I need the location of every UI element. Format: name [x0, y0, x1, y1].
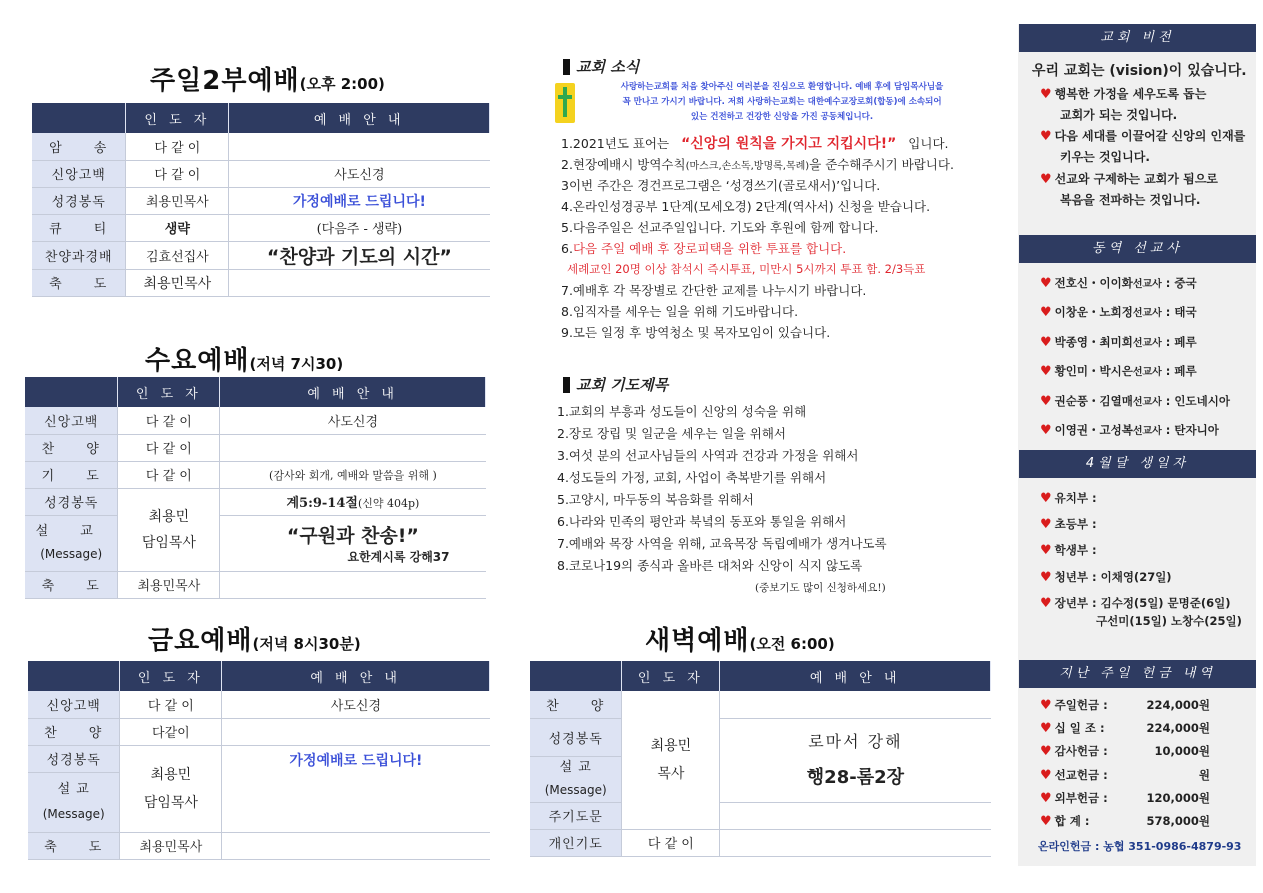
table-header-row: [28, 661, 490, 691]
table-row: [32, 269, 490, 296]
row-info: [220, 515, 486, 571]
leader-name: 최용민: [650, 737, 692, 754]
birthday-item: [1040, 542, 1097, 558]
row-label: 주기도문: [530, 802, 622, 829]
heart-icon: ♥: [1040, 768, 1052, 783]
row-leader: 김효선집사: [126, 241, 229, 269]
heart-icon: ♥: [1040, 698, 1052, 713]
header-blank: [28, 661, 120, 691]
offering-label: 선교헌금 :: [1054, 768, 1108, 782]
header-leader: 인 도 자: [622, 661, 720, 691]
missionary-role: 선교사: [1132, 308, 1162, 319]
row-leader: 다같이: [120, 718, 222, 745]
row-label: 성경봉독: [530, 718, 622, 756]
missionary-role: 선교사: [1132, 279, 1162, 290]
row-label: 축 도: [28, 832, 120, 859]
offering-item: [1040, 720, 1210, 736]
heart-icon: ♥: [1040, 721, 1052, 736]
row-label: 개인기도: [530, 829, 622, 856]
row-label: 신앙고백: [32, 160, 126, 187]
row-leader: 다 같 이: [126, 133, 229, 160]
sunday-table: [32, 103, 490, 297]
merged-leader: [118, 488, 220, 571]
heart-icon: ♥: [1040, 276, 1052, 291]
row-leader: 최용민목사: [126, 187, 229, 214]
news-text: (마스크,손소독,방명록,목례): [685, 161, 810, 172]
missionary-item: [1040, 334, 1197, 350]
friday-table: [28, 661, 490, 860]
row-leader: 다 같 이: [118, 461, 220, 488]
news-item: 7.예배후 각 목장별로 간단한 교제를 나누시기 바랍니다.: [561, 283, 867, 298]
hymn-ref: (신약 404p): [357, 497, 420, 510]
row-label: 신앙고백: [25, 407, 118, 434]
missionary-role: 선교사: [1132, 397, 1162, 408]
row-leader: 다 같 이: [120, 691, 222, 718]
leader-role: 목사: [657, 765, 685, 782]
header-info: 예 배 안 내: [222, 661, 490, 691]
birthday-header: 4월달 생일자: [1019, 450, 1256, 478]
missionary-item: [1040, 275, 1197, 291]
table-row: [530, 718, 991, 756]
row-leader: 다 같 이: [118, 407, 220, 434]
vision-intro: 우리 교회는 (vision)이 있습니다.: [1032, 63, 1247, 79]
missionary-item: [1040, 363, 1197, 379]
heart-icon: ♥: [1040, 335, 1052, 350]
wednesday-title: [145, 340, 343, 377]
table-row: [25, 571, 486, 598]
table-row: [32, 241, 490, 269]
offering-item: [1040, 767, 1210, 783]
row-leader: 최용민목사: [120, 832, 222, 859]
row-label: 암 송: [32, 133, 126, 160]
news-list: [561, 133, 954, 343]
row-label: [25, 515, 118, 571]
row-label: [530, 756, 622, 802]
prayer-item: 4.성도들의 가정, 교회, 사업이 축복받기를 위해서: [557, 470, 827, 485]
news-item: 9.모든 일정 후 방역청소 및 목자모임이 있습니다.: [561, 325, 831, 340]
missionary-country: : 중국: [1161, 276, 1197, 290]
vision-item: [1040, 169, 1218, 211]
news-text: 1.2021년도 표어는: [561, 136, 670, 151]
missionary-country: : 태국: [1161, 305, 1197, 319]
missionary-country: : 인도네시아: [1161, 394, 1230, 408]
row-info: 가정예배로 드립니다!: [229, 187, 490, 214]
heart-icon: ♥: [1040, 423, 1052, 438]
table-header-row: [530, 661, 991, 691]
news-text: 6.: [561, 241, 573, 256]
offering-item: [1040, 743, 1210, 759]
row-label: 기 도: [25, 461, 118, 488]
title-bar: [563, 59, 570, 75]
news-item: 세례교인 20명 이상 참석시 즉시투표, 미만시 5시까지 투표 함. 2/3득표: [567, 262, 926, 276]
birthday-names: 김수정(5일) 문명준(6일): [1100, 596, 1231, 610]
wednesday-time: (저녁 7시30): [249, 355, 344, 373]
row-info: [229, 269, 490, 296]
header-info: 예 배 안 내: [220, 377, 486, 407]
news-item: 4.온라인성경공부 1단계(모세오경) 2단계(역사서) 신청을 받습니다.: [561, 199, 931, 214]
vision-text: 다음 세대를 이끌어갈 신앙의 인재를: [1054, 129, 1246, 143]
offering-item: [1040, 790, 1210, 806]
header-info: 예 배 안 내: [720, 661, 991, 691]
prayer-item: 6.나라와 민족의 평안과 북녘의 동포와 통일을 위해서: [557, 514, 847, 529]
row-info: [220, 488, 486, 515]
missionary-country: : 페루: [1161, 335, 1197, 349]
offering-label: 합 계 :: [1054, 814, 1090, 828]
friday-title: [148, 620, 361, 657]
welcome-line: 있는 건전하고 건강한 신앙을 가진 공동체입니다.: [690, 112, 874, 122]
row-info: [720, 718, 991, 802]
table-row: [28, 832, 490, 859]
row-label: 신앙고백: [28, 691, 120, 718]
row-label: 큐 티: [32, 214, 126, 241]
row-leader: 생략: [126, 214, 229, 241]
missionary-country: : 탄자니아: [1161, 423, 1219, 437]
offering-label: 외부헌금 :: [1054, 791, 1108, 805]
news-text: 2.현장예배시 방역수칙: [561, 157, 686, 172]
missionary-names: 전호신・이이화: [1054, 276, 1133, 290]
row-label: 찬 양: [530, 691, 622, 718]
leader-name: 최용민: [148, 508, 190, 525]
motto: “신앙의 원칙을 가지고 지킵시다!”: [681, 136, 897, 152]
heart-icon: ♥: [1040, 87, 1052, 102]
dawn-title: [645, 620, 835, 657]
cross-icon: [555, 83, 575, 123]
heart-icon: ♥: [1040, 543, 1052, 558]
news-item: [561, 154, 954, 175]
wednesday-table: [25, 377, 486, 599]
friday-time: (저녁 8시30분): [252, 635, 361, 653]
header-leader: 인 도 자: [126, 103, 229, 133]
row-info: [720, 829, 991, 856]
sermon-title: “구원과 찬송!”: [286, 525, 419, 547]
header-blank: [530, 661, 622, 691]
missionary-names: 이영권・고성복: [1054, 423, 1133, 437]
missionary-item: [1040, 422, 1219, 438]
news-text: 다음 주일 예배 후 장로피택을 위한 투표를 합니다.: [572, 241, 847, 256]
news-title-text: 교회 소식: [576, 58, 640, 76]
news-item: 5.다음주일은 선교주일입니다. 기도와 후원에 함께 합니다.: [561, 220, 879, 235]
prayer-item: 1.교회의 부흥과 성도들이 신앙의 성숙을 위해: [557, 404, 807, 419]
birthday-label: 유치부 :: [1054, 491, 1097, 505]
news-text: 을 준수해주시기 바랍니다.: [809, 157, 954, 172]
row-info: 사도신경: [220, 407, 486, 434]
sunday-title: [150, 60, 385, 97]
row-label: 축 도: [32, 269, 126, 296]
row-leader: 다 같 이: [126, 160, 229, 187]
offering-label: 주일헌금 :: [1054, 698, 1108, 712]
offering-amount: 10,000원: [1154, 744, 1210, 758]
table-row: [25, 407, 486, 434]
vision-item: [1040, 126, 1245, 168]
row-info: [720, 802, 991, 829]
heart-icon: ♥: [1040, 129, 1052, 144]
heart-icon: ♥: [1040, 172, 1052, 187]
table-header-row: [25, 377, 486, 407]
prayer-item: 5.고양시, 마두동의 복음화를 위해서: [557, 492, 754, 507]
sermon-ref: 요한계시록 강해37: [347, 550, 450, 564]
leader-name: 최용민: [150, 766, 192, 783]
table-row: [28, 691, 490, 718]
row-info: (다음주 - 생략): [229, 214, 490, 241]
row-info: 가정예배로 드립니다!: [222, 745, 490, 832]
missionary-header: 동역 선교사: [1019, 235, 1256, 263]
prayer-item: 3.여섯 분의 선교사님들의 사역과 건강과 가정을 위해서: [557, 448, 859, 463]
heart-icon: ♥: [1040, 570, 1052, 585]
birthday-item: [1040, 595, 1231, 611]
missionary-names: 이창운・노희정: [1054, 305, 1133, 319]
label-main: 설 교: [57, 782, 90, 797]
online-offering: 온라인헌금 : 농협 351-0986-4879-93: [1038, 840, 1242, 853]
header-blank: [25, 377, 118, 407]
news-title: [563, 56, 639, 77]
heart-icon: ♥: [1040, 305, 1052, 320]
offering-amount: 224,000원: [1146, 698, 1210, 712]
table-row: [32, 214, 490, 241]
dawn-title-text: 새벽예배: [645, 626, 750, 656]
label-main: 설 교: [559, 760, 592, 775]
table-row: [28, 718, 490, 745]
missionary-item: [1040, 304, 1197, 320]
news-item: [561, 238, 954, 259]
label-main: 설 교: [35, 524, 107, 539]
birthday-extra: 구선미(15일) 노창수(25일): [1096, 614, 1242, 628]
birthday-label: 초등부 :: [1054, 517, 1097, 531]
row-label: 찬 양: [28, 718, 120, 745]
heart-icon: ♥: [1040, 596, 1052, 611]
vision-text: 교회가 되는 것입니다.: [1060, 108, 1178, 122]
row-label: 축 도: [25, 571, 118, 598]
news-text: 입니다.: [908, 136, 949, 151]
table-row: [25, 488, 486, 515]
leader-role: 담임목사: [143, 794, 198, 811]
prayer-title-text: 교회 기도제목: [576, 376, 669, 394]
offering-label: 십 일 조 :: [1054, 721, 1105, 735]
prayer-item: 2.장로 장립 및 일군을 세우는 일을 위해서: [557, 426, 786, 441]
heart-icon: ♥: [1040, 491, 1052, 506]
birthday-item: [1040, 490, 1097, 506]
vision-header: 교회 비전: [1019, 24, 1256, 52]
welcome-line: 사랑하는교회를 처음 찾아주신 여러분을 진심으로 환영합니다. 예배 후에 담임목사님을: [620, 82, 944, 92]
vision-text: 복음을 전파하는 것입니다.: [1060, 193, 1201, 207]
table-header-row: [32, 103, 490, 133]
row-leader: 최용민목사: [126, 269, 229, 296]
title-bar: [563, 377, 570, 393]
news-item: 3이번 주간은 경건프로그램은 ‘성경쓰기(골로새서)’입니다.: [561, 178, 881, 193]
scripture-ref: 계5:9-14절: [286, 496, 358, 511]
heart-icon: ♥: [1040, 814, 1052, 829]
birthday-item: [1040, 569, 1172, 585]
merged-leader: [120, 745, 222, 832]
row-info: “찬양과 기도의 시간”: [229, 241, 490, 269]
row-label: 찬 양: [25, 434, 118, 461]
missionary-role: 선교사: [1132, 338, 1162, 349]
offering-amount: 224,000원: [1146, 721, 1210, 735]
row-info: 사도신경: [222, 691, 490, 718]
row-info: [220, 571, 486, 598]
vision-text: 선교와 구제하는 교회가 됨으로: [1054, 172, 1218, 186]
label-sub: (Message): [544, 783, 607, 797]
row-info: 사도신경: [229, 160, 490, 187]
row-label: 성경봉독: [32, 187, 126, 214]
sermon-series: 로마서 강해: [808, 732, 903, 751]
header-leader: 인 도 자: [118, 377, 220, 407]
prayer-list: [557, 401, 887, 577]
table-row: [32, 133, 490, 160]
vision-text: 행복한 가정을 세우도록 돕는: [1054, 87, 1207, 101]
merged-leader: [622, 691, 720, 829]
birthday-item: [1040, 516, 1097, 532]
sunday-title-text: 주일2부예배: [150, 66, 300, 96]
heart-icon: ♥: [1040, 364, 1052, 379]
heart-icon: ♥: [1040, 394, 1052, 409]
table-row: [32, 187, 490, 214]
table-row: [25, 515, 486, 571]
table-row: [25, 434, 486, 461]
vision-item: [1040, 84, 1206, 126]
missionary-names: 권순풍・김열매: [1054, 394, 1133, 408]
birthday-label: 청년부 :: [1054, 570, 1097, 584]
prayer-title: [563, 374, 668, 395]
sunday-time: (오후 2:00): [299, 75, 385, 93]
row-info: [222, 718, 490, 745]
offering-item: [1040, 813, 1210, 829]
missionary-names: 박종영・최미희: [1054, 335, 1133, 349]
table-row: [530, 802, 991, 829]
sermon-passage: 행28-롬2장: [806, 767, 905, 788]
prayer-item: 7.예배와 목장 사역을 위해, 교육목장 독립예배가 생겨나도록: [557, 536, 887, 551]
prayer-item: 8.코로나19의 종식과 올바른 대처와 신앙이 식지 않도록: [557, 558, 863, 573]
row-leader: 최용민목사: [118, 571, 220, 598]
offering-amount: 578,000원: [1146, 814, 1210, 828]
offering-amount: 원: [1198, 768, 1210, 782]
vision-text: 키우는 것입니다.: [1060, 150, 1150, 164]
friday-title-text: 금요예배: [148, 626, 253, 656]
table-row: [530, 691, 991, 718]
row-label: 성경봉독: [25, 488, 118, 515]
birthday-label: 학생부 :: [1054, 543, 1097, 557]
offering-header: 지난 주일 헌금 내역: [1019, 660, 1256, 688]
welcome-line: 꼭 만나고 가시기 바랍니다. 저희 사랑하는교회는 대한예수교장로회(합동)에 소속되어: [622, 97, 942, 107]
dawn-table: [530, 661, 991, 857]
row-info: [720, 691, 991, 718]
birthday-label: 장년부 :: [1054, 596, 1097, 610]
table-row: [25, 461, 486, 488]
row-info: [220, 434, 486, 461]
missionary-names: 황인미・박시은: [1054, 364, 1133, 378]
welcome-text: [582, 80, 982, 125]
header-info: 예 배 안 내: [229, 103, 490, 133]
table-row: [28, 745, 490, 772]
news-item: 8.임직자를 세우는 일을 위해 기도바랍니다.: [561, 304, 799, 319]
row-info: [229, 133, 490, 160]
news-item: [561, 133, 954, 154]
header-leader: 인 도 자: [120, 661, 222, 691]
leader-role: 담임목사: [141, 534, 196, 551]
heart-icon: ♥: [1040, 744, 1052, 759]
table-row: [530, 829, 991, 856]
row-label: [28, 772, 120, 832]
offering-item: [1040, 697, 1210, 713]
row-info: (감사와 회개, 예배와 말씀을 위해 ): [220, 461, 486, 488]
row-label: 찬양과경배: [32, 241, 126, 269]
dawn-time: (오전 6:00): [749, 635, 835, 653]
offering-amount: 120,000원: [1146, 791, 1210, 805]
row-label: 성경봉독: [28, 745, 120, 772]
label-sub: (Message): [42, 807, 105, 821]
wednesday-title-text: 수요예배: [145, 346, 250, 376]
heart-icon: ♥: [1040, 517, 1052, 532]
missionary-role: 선교사: [1132, 426, 1162, 437]
missionary-role: 선교사: [1132, 367, 1162, 378]
label-sub: (Message): [40, 547, 103, 561]
table-row: [32, 160, 490, 187]
missionary-item: [1040, 393, 1230, 409]
prayer-note: (중보기도 많이 신청하세요!): [755, 582, 886, 594]
offering-label: 감사헌금 :: [1054, 744, 1108, 758]
birthday-names: 이채영(27일): [1100, 570, 1172, 584]
row-info: [222, 832, 490, 859]
heart-icon: ♥: [1040, 791, 1052, 806]
row-leader: 다 같 이: [118, 434, 220, 461]
header-blank: [32, 103, 126, 133]
row-leader: 다 같 이: [622, 829, 720, 856]
missionary-country: : 페루: [1161, 364, 1197, 378]
